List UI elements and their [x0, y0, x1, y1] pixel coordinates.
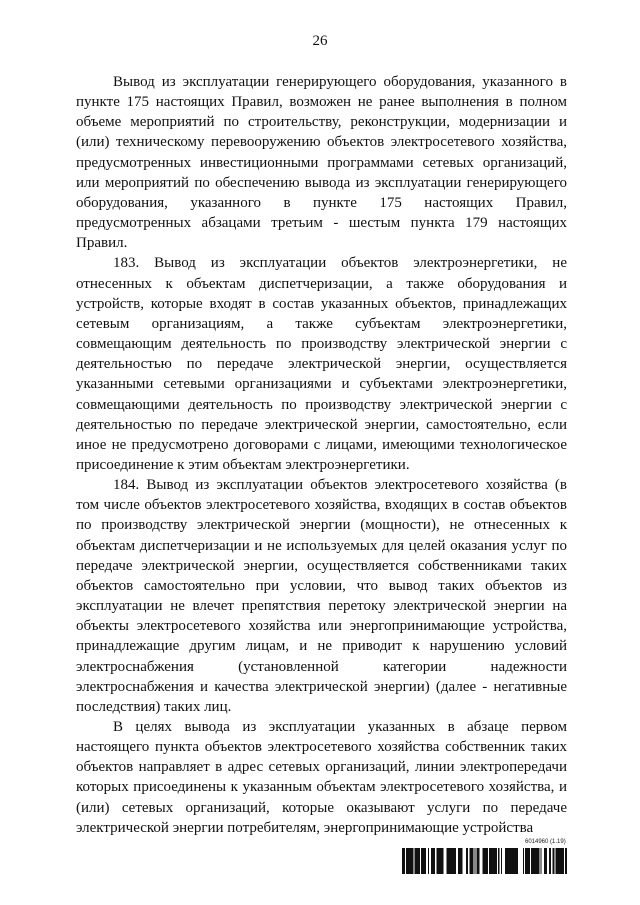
paragraph: 183. Вывод из эксплуатации объектов электроэнергетики, не отнесенных к объектам диспетчеризации, а также оборудования и устройств, которые входят в состав указанных объектов, принадлежащих сетевым организациям, а также субъектам электроэнергетики, совмещающим деятельность по производству электрической энергии с деятельностью по передаче электрической энергии, осуществляется указанными сетевыми организациями и субъектами электроэнергетики, совмещающими деятельность по производству электрической энергии с деятельностью по передаче электрической энергии, самостоятельно, если иное не предусмотрено договорами с лицами, имеющими технологическое присоединение к этим объектам электроэнергетики.: [76, 255, 567, 473]
barcode-icon: [402, 848, 567, 874]
paragraph: 184. Вывод из эксплуатации объектов электросетевого хозяйства (в том числе объектов электросетевого хозяйства, входящих в состав объектов по производству электрической энергии (мощности), не отнесенных к объектам диспетчеризации и не используемых для целей оказания услуг по передаче электрической энергии, осуществляется собственниками таких объектов самостоятельно при условии, что вывод таких объектов из эксплуатации не влечет препятствия перетоку электрической энергии на объекты электросетевого хозяйства или энергопринимающие устройства, принадлежащие другим лицам, и не приводит к нарушению условий электроснабжения (установленной категории надежности электроснабжения и качества электрической энергии) (далее - негативные последствия) таких лиц.: [76, 477, 567, 715]
page-number: 26: [312, 33, 328, 49]
paragraph: Вывод из эксплуатации генерирующего оборудования, указанного в пункте 175 настоящих Правил, возможен не ранее выполнения в полном объеме мероприятий по строительству, реконструкции, модернизации и (или) техническому перевооружению объектов электросетевого хозяйства, предусмотренных инвестиционными программами сетевых организаций, или мероприятий по обеспечению вывода из эксплуатации генерирующего оборудования, указанного в пункте 175 настоящих Правил, предусмотренных абзацами третьим - шестым пункта 179 настоящих Правил.: [76, 74, 567, 252]
barcode-number: 6014960 (1.19): [525, 839, 566, 845]
document-body: [76, 72, 567, 838]
paragraph: В целях вывода из эксплуатации указанных в абзаце первом настоящего пункта объектов электросетевого хозяйства собственник таких объектов направляет в адрес сетевых организаций, линии электропередачи которых присоединены к указанным объектам электросетевого хозяйства, и (или) сетевых организаций, которые оказывают услуги по передаче электрической энергии потребителям, энергопринимающие устройства: [76, 719, 567, 836]
